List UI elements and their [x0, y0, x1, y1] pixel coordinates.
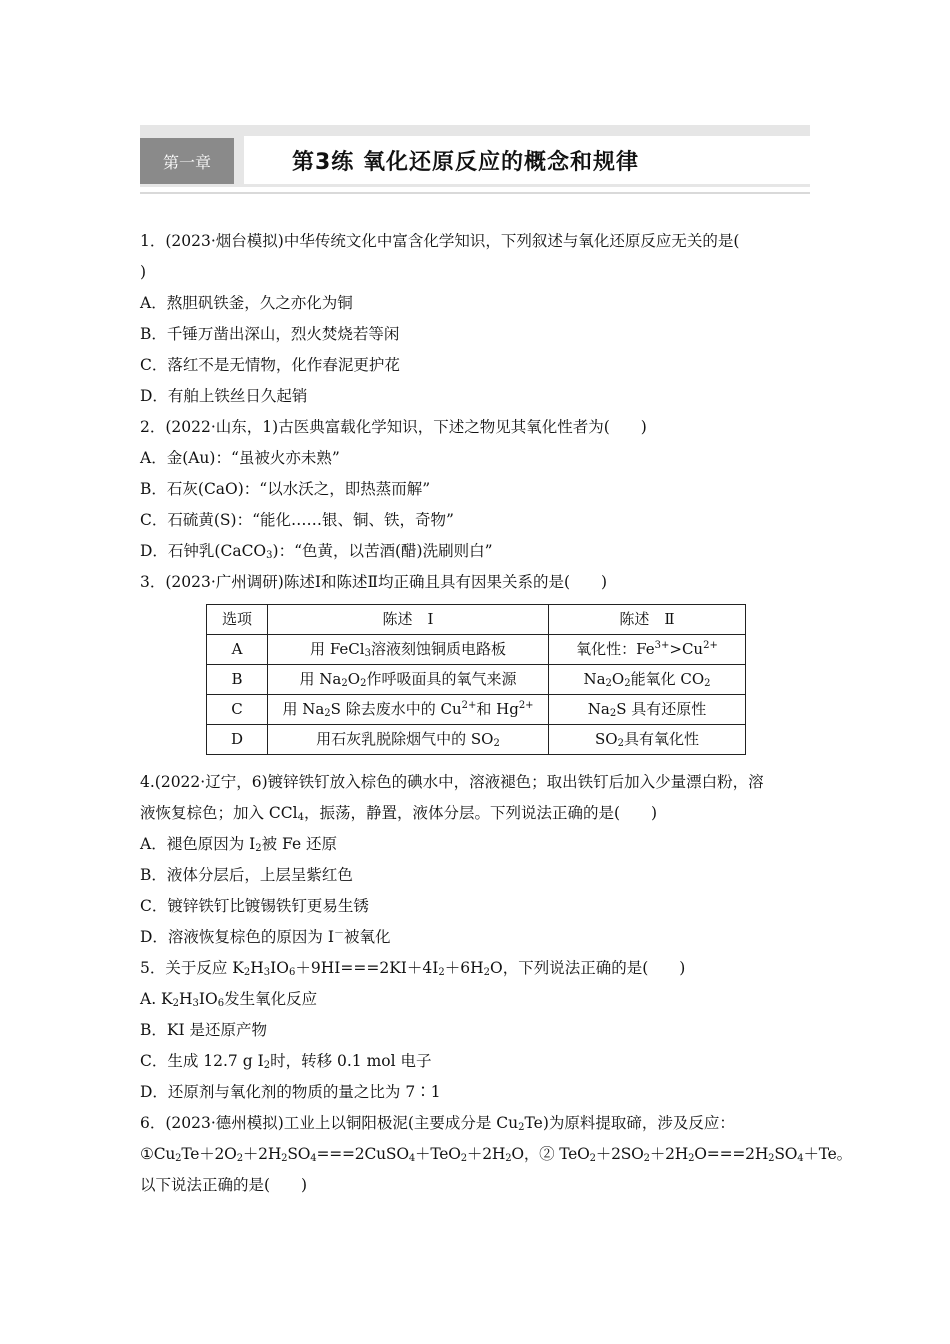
q3-stem: 3．(2023·广州调研)陈述Ⅰ和陈述Ⅱ均正确且具有因果关系的是( ) — [140, 573, 608, 591]
q4-option-a: A．褪色原因为 $I_2$被 Fe 还原 — [140, 835, 338, 854]
table-cell-option: C — [207, 695, 268, 725]
table-header-statement-1: 陈述 Ⅰ — [268, 605, 549, 635]
table-cell-statement-2: $Na_2S$ 具有还原性 — [549, 695, 746, 725]
table-cell-statement-2: 氧化性：$Fe^{3+}>Cu^{2+}$ — [549, 635, 746, 665]
table-cell-option: A — [207, 635, 268, 665]
exercise-content — [140, 226, 852, 1201]
q5-option-a: A. $K_2H_3IO_6$发生氧化反应 — [140, 990, 318, 1009]
q5-stem: 5．关于反应 $K_2H_3IO_6+9HI===2KI+4I_2+6H_2O$，下列说法正确的是( ) — [140, 959, 686, 978]
table-cell-statement-2: $Na_2O_2$能氧化 $CO_2$ — [549, 665, 746, 695]
q1-option-b: B．千锤万凿出深山，烈火焚烧若等闲 — [140, 325, 400, 343]
q1-stem-end: ) — [140, 263, 147, 281]
q6-reactions: $①Cu_2Te+2O_2+2H_2SO_4===2CuSO_4+TeO_2+2H_2O$，② $TeO_2+2SO_2+2H_2O===2H_2SO_4+Te$。 — [140, 1145, 852, 1164]
q6-stem: 6．(2023·德州模拟)工业上以铜阳极泥(主要成分是 $Cu_2Te$)为原料提取碲，涉及反应： — [140, 1114, 735, 1133]
q4-stem-line-2: 液恢复棕色；加入 CCl$_4$，振荡，静置，液体分层。下列说法正确的是( ) — [140, 804, 658, 823]
q1-option-c: C．落红不是无情物，化作春泥更护花 — [140, 356, 400, 374]
q4-option-b: B．液体分层后，上层呈紫红色 — [140, 866, 353, 884]
table-header-row — [207, 605, 746, 635]
q5-option-b: B．KI 是还原产物 — [140, 1021, 268, 1039]
q6-stem-end: 以下说法正确的是( ) — [140, 1176, 308, 1194]
table-row — [207, 665, 746, 695]
table-cell-statement-1: 用 FeCl$_3$溶液刻蚀铜质电路板 — [268, 635, 549, 665]
chapter-label: 第一章 — [140, 138, 234, 184]
q3-table — [206, 604, 746, 755]
table-cell-option: B — [207, 665, 268, 695]
table-row — [207, 725, 746, 755]
q2-option-d: D．石钟乳(CaCO$_3$)：“色黄，以苦酒(醋)洗刷则白” — [140, 542, 493, 561]
q4-option-c: C．镀锌铁钉比镀锡铁钉更易生锈 — [140, 897, 369, 915]
q1-stem: 1．(2023·烟台模拟)中华传统文化中富含化学知识，下列叙述与氧化还原反应无关的是( — [140, 232, 740, 250]
table-cell-option: D — [207, 725, 268, 755]
q5-option-d: D．还原剂与氧化剂的物质的量之比为 7∶1 — [140, 1083, 441, 1101]
q1-option-d: D．有舶上铁丝日久起销 — [140, 387, 308, 405]
table-row — [207, 635, 746, 665]
q4-stem-line-1: 4.(2022·辽宁，6)镀锌铁钉放入棕色的碘水中，溶液褪色；取出铁钉后加入少量漂白粉，溶 — [140, 773, 764, 791]
table-cell-statement-1: 用 $Na_2S$ 除去废水中的 $Cu^{2+}$和 $Hg^{2+}$ — [268, 695, 549, 725]
table-cell-statement-1: 用 $Na_2O_2$作呼吸面具的氧气来源 — [268, 665, 549, 695]
header-underline — [140, 192, 810, 194]
table-row — [207, 695, 746, 725]
q5-option-c: C．生成 12.7 g $I_2$时，转移 0.1 mol 电子 — [140, 1052, 432, 1071]
table-cell-statement-2: $SO_2$具有氧化性 — [549, 725, 746, 755]
q2-option-b: B．石灰(CaO)：“以水沃之，即热蒸而解” — [140, 480, 431, 498]
q1-option-a: A．熬胆矾铁釜，久之亦化为铜 — [140, 294, 353, 312]
table-header-statement-2: 陈述 Ⅱ — [549, 605, 746, 635]
table-header-option: 选项 — [207, 605, 268, 635]
page-title: 第3练 氧化还原反应的概念和规律 — [244, 136, 810, 184]
q4-option-d: D．溶液恢复棕色的原因为 I－被氧化 — [140, 928, 391, 946]
table-cell-statement-1: 用石灰乳脱除烟气中的 $SO_2$ — [268, 725, 549, 755]
q2-stem: 2．(2022·山东，1)古医典富载化学知识，下述之物见其氧化性者为( ) — [140, 418, 647, 436]
q2-option-a: A．金(Au)：“虽被火亦未熟” — [140, 449, 340, 467]
q2-option-c: C．石硫黄(S)：“能化……银、铜、铁，奇物” — [140, 511, 454, 529]
